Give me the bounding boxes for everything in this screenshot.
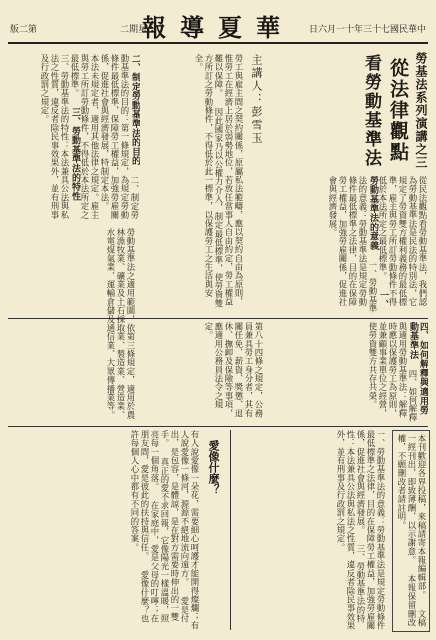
series-tag: 勞基法系列演講之三 <box>414 52 428 169</box>
headline-block <box>312 52 430 172</box>
article-column: 勞工與雇主間之契約關係，原屬私法範疇，應以契約自由為原則，惟勞工在經濟上居於弱勢地位，若放任當事人自由約定，勞工權益難以保障。 因此國家乃以公權力介入，制定最低標準，使勞資雙方所訂之勞動條件，不得低於此一標準，以保護勞工之生活與安全。 <box>194 54 244 308</box>
vertical-divider <box>230 430 231 630</box>
article-column: 勞動基準法之適用範圍，依第三條規定，適用於農林漁牧業、礦業及土石採取業、製造業、營造業、水電煤氣業、運輸倉儲及通信業、大眾傳播業等。 <box>106 228 136 420</box>
sidebar-column: 有人說愛像一朵花，需要細心呵護才能開得燦爛；有人說愛像一條河，源源不絕地流向遠方。 愛是付出，是包容，是體諒，是在對方需要時伸出的一雙手。 真正的愛不求回報，它像陽光一樣溫暖，照亮每一個角落。 在家庭中，愛是父母的叮嚀；在朋友間，愛是彼此的扶持與信任。 愛像什麼？也許每個人心中都有不同的答案。 <box>130 430 200 630</box>
section-heading: 三、勞動基準法的特性 <box>70 107 80 201</box>
publication-date: 日六月一十年三十七國民華中 <box>308 25 426 35</box>
issue-weekday: 二期星 <box>120 25 148 35</box>
notice-box <box>392 430 430 632</box>
headline-main: 從法律觀點 <box>387 58 409 163</box>
article-column: 二、制定勞動基準法的目的 二、制定勞動基準法的目的：第一條規定，為規定勞動條件最低標準，保障勞工權益，加強勞雇關係，促進社會與經濟發展，特制定本法。 本法未規定者，適用其他法律之規定。雇主與勞工所訂勞動條件，不得低於本法所定之最低標準。 三、勞動基準法的特性 三、勞動基準法的特性：本法兼具公法與私法之性質，違反者除民事效果外，並有刑事及行政罰之規定。 <box>40 54 140 220</box>
article-column: 一、勞動基準法的意義：勞動基準法是規定勞動條件最低標準之法律，目的在保障勞工權益，加強勞雇關係，促進社會與經濟發展。 三、勞動基準法的特性：本法兼具公法與私法之性質，違反者除民事效果外，並有刑事及行政罰之規定。 <box>336 430 386 630</box>
speaker-byline: 主講人：彭雪玉 <box>250 54 263 145</box>
section-heading: 二、制定勞動基準法的目的 <box>130 54 140 166</box>
article-column: 從民法觀點看勞動基準法，我們認為勞動基準法是民法的特別法，它規定了勞資雙方權利義務的最低標準，雇主與勞工所訂勞動條件不得低於本法所定之最低標準。 一、勞動基準法的意義 一、勞動基準法的意義：勞動基準法是規定勞動條件最低標準之法律，目的在保障勞工權益，加強勞雇關係，促進社會與經濟發展。 <box>328 176 428 313</box>
article-column: 第八十四條之規定，公務員兼具勞工身分者，其有關任免、薪資、獎懲、退休、撫卹及保險等事項，應適用公務員法令之規定。 <box>204 322 264 418</box>
section-heading: 四、如何解釋與適用勞動基準法 <box>408 322 428 415</box>
masthead <box>8 4 428 44</box>
horizontal-divider <box>8 426 428 427</box>
sidebar-title: 愛像什麼？ <box>207 440 220 495</box>
section-heading: 一、勞動基準法的意義 <box>368 176 388 310</box>
page-number: 版二第 <box>10 25 38 35</box>
article-column: 四、如何解釋與適用勞動基準法 四、如何解釋與適用勞動基準法：解釋時應以保護勞工為原則，並兼顧事業單位之經營，使勞資雙方共存共榮。 <box>368 322 428 422</box>
newspaper-title: 報導夏華 <box>142 13 294 42</box>
notice-text: 本刊歡迎各界投稿，來稿請寄本報編輯部。 文稿一經刊出，即致薄酬，以示謝意。 本報保留刪改權，不願刪改者請註明。 <box>397 434 427 627</box>
headline-sub: 看勞動基準法 <box>361 54 381 168</box>
